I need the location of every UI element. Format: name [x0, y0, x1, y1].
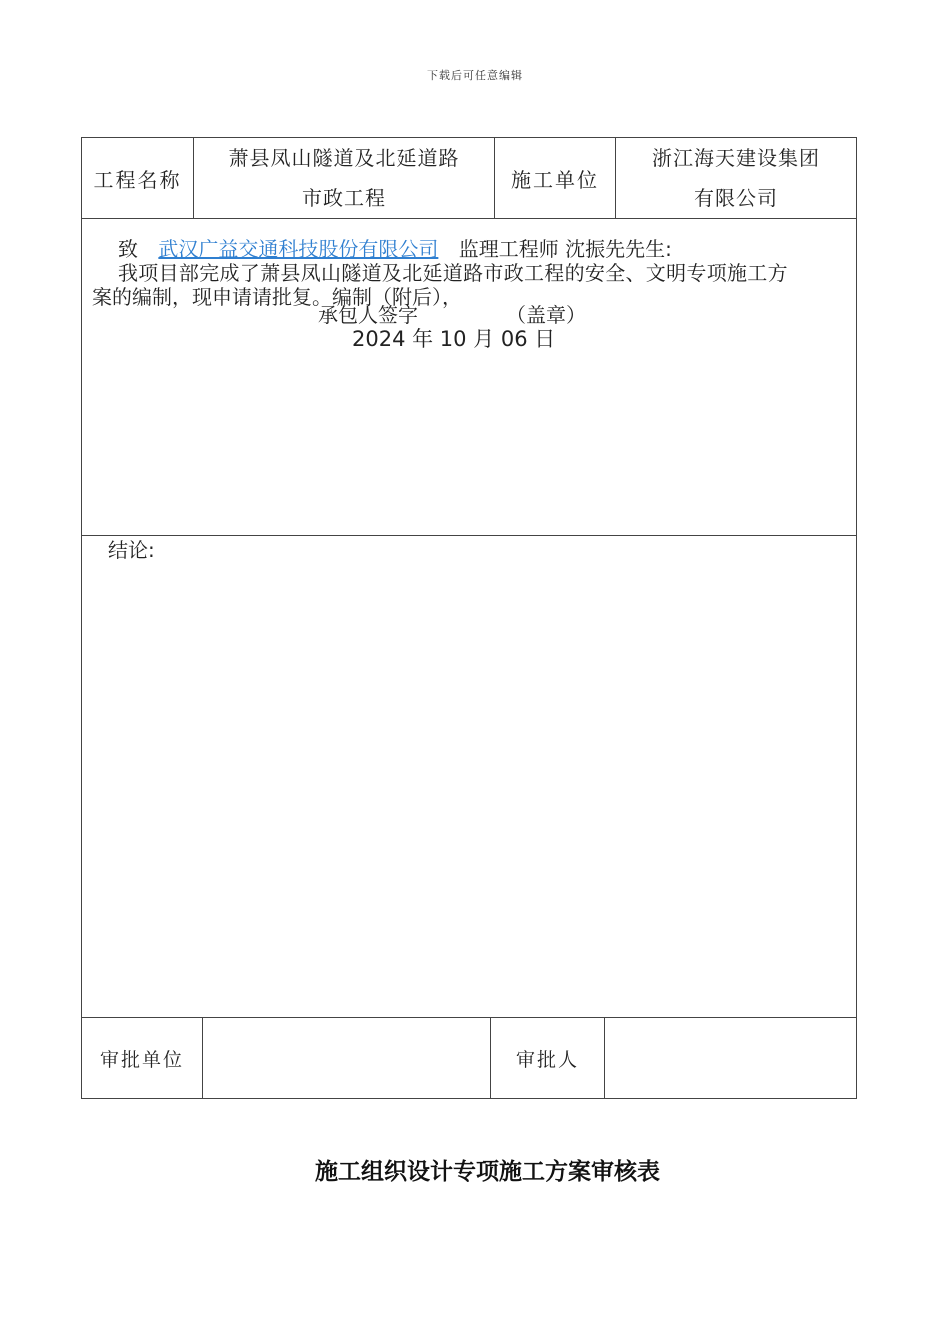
supervisor-company-link[interactable]: 武汉广益交通科技股份有限公司 — [158, 237, 439, 261]
project-name-line1: 萧县凤山隧道及北延道路 — [228, 146, 460, 170]
addressee-line — [118, 237, 672, 261]
project-name-value — [194, 138, 495, 218]
project-name-label: 工程名称 — [82, 138, 194, 218]
approver-label: 审批人 — [491, 1018, 605, 1098]
document-title: 施工组织设计专项施工方案审核表 — [315, 1159, 660, 1185]
contractor-value — [616, 138, 856, 218]
contractor-line1: 浙江海天建设集团 — [652, 146, 820, 170]
addressee-prefix: 致 — [118, 237, 138, 261]
conclusion-label: 结论: — [104, 538, 159, 562]
approval-unit-label: 审批单位 — [82, 1018, 203, 1098]
body-line-2: 案的编制，现申请请批复。编制（附后）， — [92, 285, 462, 309]
conclusion-section — [81, 535, 857, 1018]
addressee-suffix: 监理工程师 沈振先先生: — [458, 237, 672, 261]
project-name-line2: 市政工程 — [302, 186, 386, 210]
signature-label: 承包人签字 — [318, 303, 418, 327]
approver-field[interactable] — [605, 1018, 856, 1098]
contractor-line2: 有限公司 — [694, 186, 778, 210]
application-section — [81, 218, 857, 536]
body-line-1: 我项目部完成了萧县凤山隧道及北延道路市政工程的安全、文明专项施工方 — [118, 261, 788, 285]
header-note: 下载后可任意编辑 — [427, 69, 523, 82]
approval-row — [81, 1017, 857, 1099]
project-info-row — [81, 137, 857, 219]
application-date: 2024 年 10 月 06 日 — [352, 327, 556, 351]
seal-label: （盖章） — [506, 303, 586, 327]
contractor-label: 施工单位 — [495, 138, 616, 218]
approval-unit-field[interactable] — [203, 1018, 491, 1098]
